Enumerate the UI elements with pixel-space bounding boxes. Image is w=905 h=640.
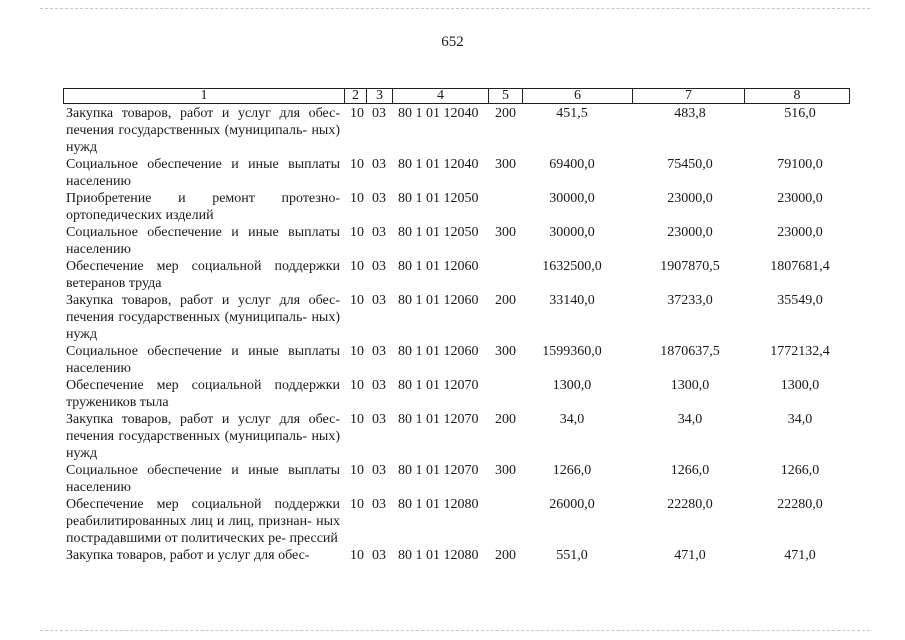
row-target-code: 80 1 01 12040 (398, 106, 479, 121)
row-section: 10 (350, 191, 364, 206)
header-col-8: 8 (793, 88, 801, 103)
row-value-col8: 1807681,4 (770, 259, 830, 274)
row-subsection: 03 (372, 463, 386, 478)
row-value-col7: 1870637,5 (660, 344, 720, 359)
table-row (0, 105, 905, 156)
row-subsection: 03 (372, 548, 386, 563)
row-subsection: 03 (372, 225, 386, 240)
table-row (0, 258, 905, 292)
row-subsection: 03 (372, 157, 386, 172)
row-value-col6: 33140,0 (549, 293, 595, 308)
row-section: 10 (350, 548, 364, 563)
row-target-code: 80 1 01 12070 (398, 412, 479, 427)
row-section: 10 (350, 225, 364, 240)
row-value-col7: 23000,0 (667, 225, 713, 240)
row-value-col6: 69400,0 (549, 157, 595, 172)
row-value-col8: 23000,0 (777, 191, 823, 206)
row-name: Обеспечение мер социальной поддержки тружеников тыла (66, 378, 340, 410)
row-value-col7: 75450,0 (667, 157, 713, 172)
header-col-7: 7 (633, 89, 745, 103)
row-value-col6: 1632500,0 (542, 259, 602, 274)
row-name: Социальное обеспечение и иные выплаты населению (66, 225, 340, 257)
row-name: Закупка товаров, работ и услуг для обес- (66, 548, 310, 563)
row-value-col7: 34,0 (677, 412, 703, 427)
row-target-code: 80 1 01 12080 (398, 548, 479, 563)
row-subsection: 03 (372, 344, 386, 359)
row-section: 10 (350, 344, 364, 359)
scan-artifact-top (40, 8, 870, 9)
header-col-5: 5 (489, 89, 523, 103)
header-col-4: 4 (393, 89, 489, 103)
row-section: 10 (350, 497, 364, 512)
row-subsection: 03 (372, 191, 386, 206)
row-expense-type: 200 (495, 106, 516, 121)
row-target-code: 80 1 01 12060 (398, 259, 479, 274)
row-section: 10 (350, 378, 364, 393)
row-value-col6: 30000,0 (549, 191, 595, 206)
row-value-col6: 451,5 (556, 106, 588, 121)
table-row (0, 190, 905, 224)
row-section: 10 (350, 463, 364, 478)
row-subsection: 03 (372, 293, 386, 308)
header-col-2: 2 (345, 89, 367, 103)
row-value-col8: 1772132,4 (770, 344, 830, 359)
row-value-col7: 22280,0 (667, 497, 713, 512)
row-target-code: 80 1 01 12070 (398, 378, 479, 393)
row-value-col6: 1599360,0 (542, 344, 602, 359)
row-expense-type: 200 (495, 412, 516, 427)
row-subsection: 03 (372, 259, 386, 274)
row-expense-type: 300 (495, 463, 516, 478)
row-expense-type: 200 (495, 293, 516, 308)
header-col-3: 3 (367, 89, 393, 103)
row-value-col7: 37233,0 (667, 293, 713, 308)
row-name: Закупка товаров, работ и услуг для обес- печения государственных (муниципаль- ных) нужд (66, 293, 340, 342)
row-subsection: 03 (372, 497, 386, 512)
row-subsection: 03 (372, 378, 386, 393)
row-value-col7: 1907870,5 (660, 259, 720, 274)
page-number: 652 (441, 34, 464, 50)
row-expense-type: 200 (495, 548, 516, 563)
table-header (63, 88, 850, 104)
row-value-col7: 483,8 (674, 106, 706, 121)
row-name: Социальное обеспечение и иные выплаты населению (66, 157, 340, 189)
row-expense-type: 300 (495, 344, 516, 359)
row-value-col8: 516,0 (784, 106, 816, 121)
table-row (0, 496, 905, 547)
row-section: 10 (350, 293, 364, 308)
row-value-col6: 34,0 (559, 412, 585, 427)
row-value-col6: 1266,0 (552, 463, 592, 478)
header-col-6: 6 (523, 89, 633, 103)
row-section: 10 (350, 106, 364, 121)
table-row (0, 343, 905, 377)
row-value-col8: 1266,0 (780, 463, 820, 478)
row-section: 10 (350, 259, 364, 274)
table-body (0, 105, 905, 564)
row-value-col8: 34,0 (787, 412, 813, 427)
row-name: Закупка товаров, работ и услуг для обес- печения государственных (муниципаль- ных) нужд (66, 412, 340, 461)
row-value-col6: 1300,0 (552, 378, 592, 393)
row-name: Обеспечение мер социальной поддержки реабилитированных лиц и лиц, признан- ных пострадавшими от политических ре- прессий (66, 497, 340, 546)
row-target-code: 80 1 01 12040 (398, 157, 479, 172)
row-target-code: 80 1 01 12070 (398, 463, 479, 478)
row-expense-type: 300 (495, 225, 516, 240)
row-section: 10 (350, 157, 364, 172)
row-expense-type: 300 (495, 157, 516, 172)
row-target-code: 80 1 01 12060 (398, 293, 479, 308)
row-target-code: 80 1 01 12060 (398, 344, 479, 359)
row-value-col6: 551,0 (556, 548, 588, 563)
row-value-col7: 1266,0 (670, 463, 710, 478)
table-row (0, 462, 905, 496)
table-row (0, 411, 905, 462)
row-value-col8: 23000,0 (777, 225, 823, 240)
header-col-1: 1 (64, 89, 345, 103)
table-row (0, 224, 905, 258)
row-value-col6: 30000,0 (549, 225, 595, 240)
row-name: Социальное обеспечение и иные выплаты населению (66, 463, 340, 495)
row-value-col8: 79100,0 (777, 157, 823, 172)
row-value-col8: 35549,0 (777, 293, 823, 308)
row-name: Закупка товаров, работ и услуг для обес- печения государственных (муниципаль- ных) нужд (66, 106, 340, 155)
row-target-code: 80 1 01 12050 (398, 191, 479, 206)
row-value-col8: 471,0 (784, 548, 816, 563)
table-row (0, 156, 905, 190)
row-value-col7: 1300,0 (670, 378, 710, 393)
row-target-code: 80 1 01 12050 (398, 225, 479, 240)
row-name: Социальное обеспечение и иные выплаты населению (66, 344, 340, 376)
table-row (0, 292, 905, 343)
row-subsection: 03 (372, 106, 386, 121)
scan-artifact-bottom (40, 630, 870, 631)
row-value-col7: 23000,0 (667, 191, 713, 206)
row-value-col7: 471,0 (674, 548, 706, 563)
table-row (0, 377, 905, 411)
row-section: 10 (350, 412, 364, 427)
row-name: Обеспечение мер социальной поддержки ветеранов труда (66, 259, 340, 291)
row-value-col6: 26000,0 (549, 497, 595, 512)
row-value-col8: 22280,0 (777, 497, 823, 512)
row-target-code: 80 1 01 12080 (398, 497, 479, 512)
row-subsection: 03 (372, 412, 386, 427)
row-value-col8: 1300,0 (780, 378, 820, 393)
table-row (0, 547, 905, 564)
row-name: Приобретение и ремонт протезно- ортопедических изделий (66, 191, 340, 223)
